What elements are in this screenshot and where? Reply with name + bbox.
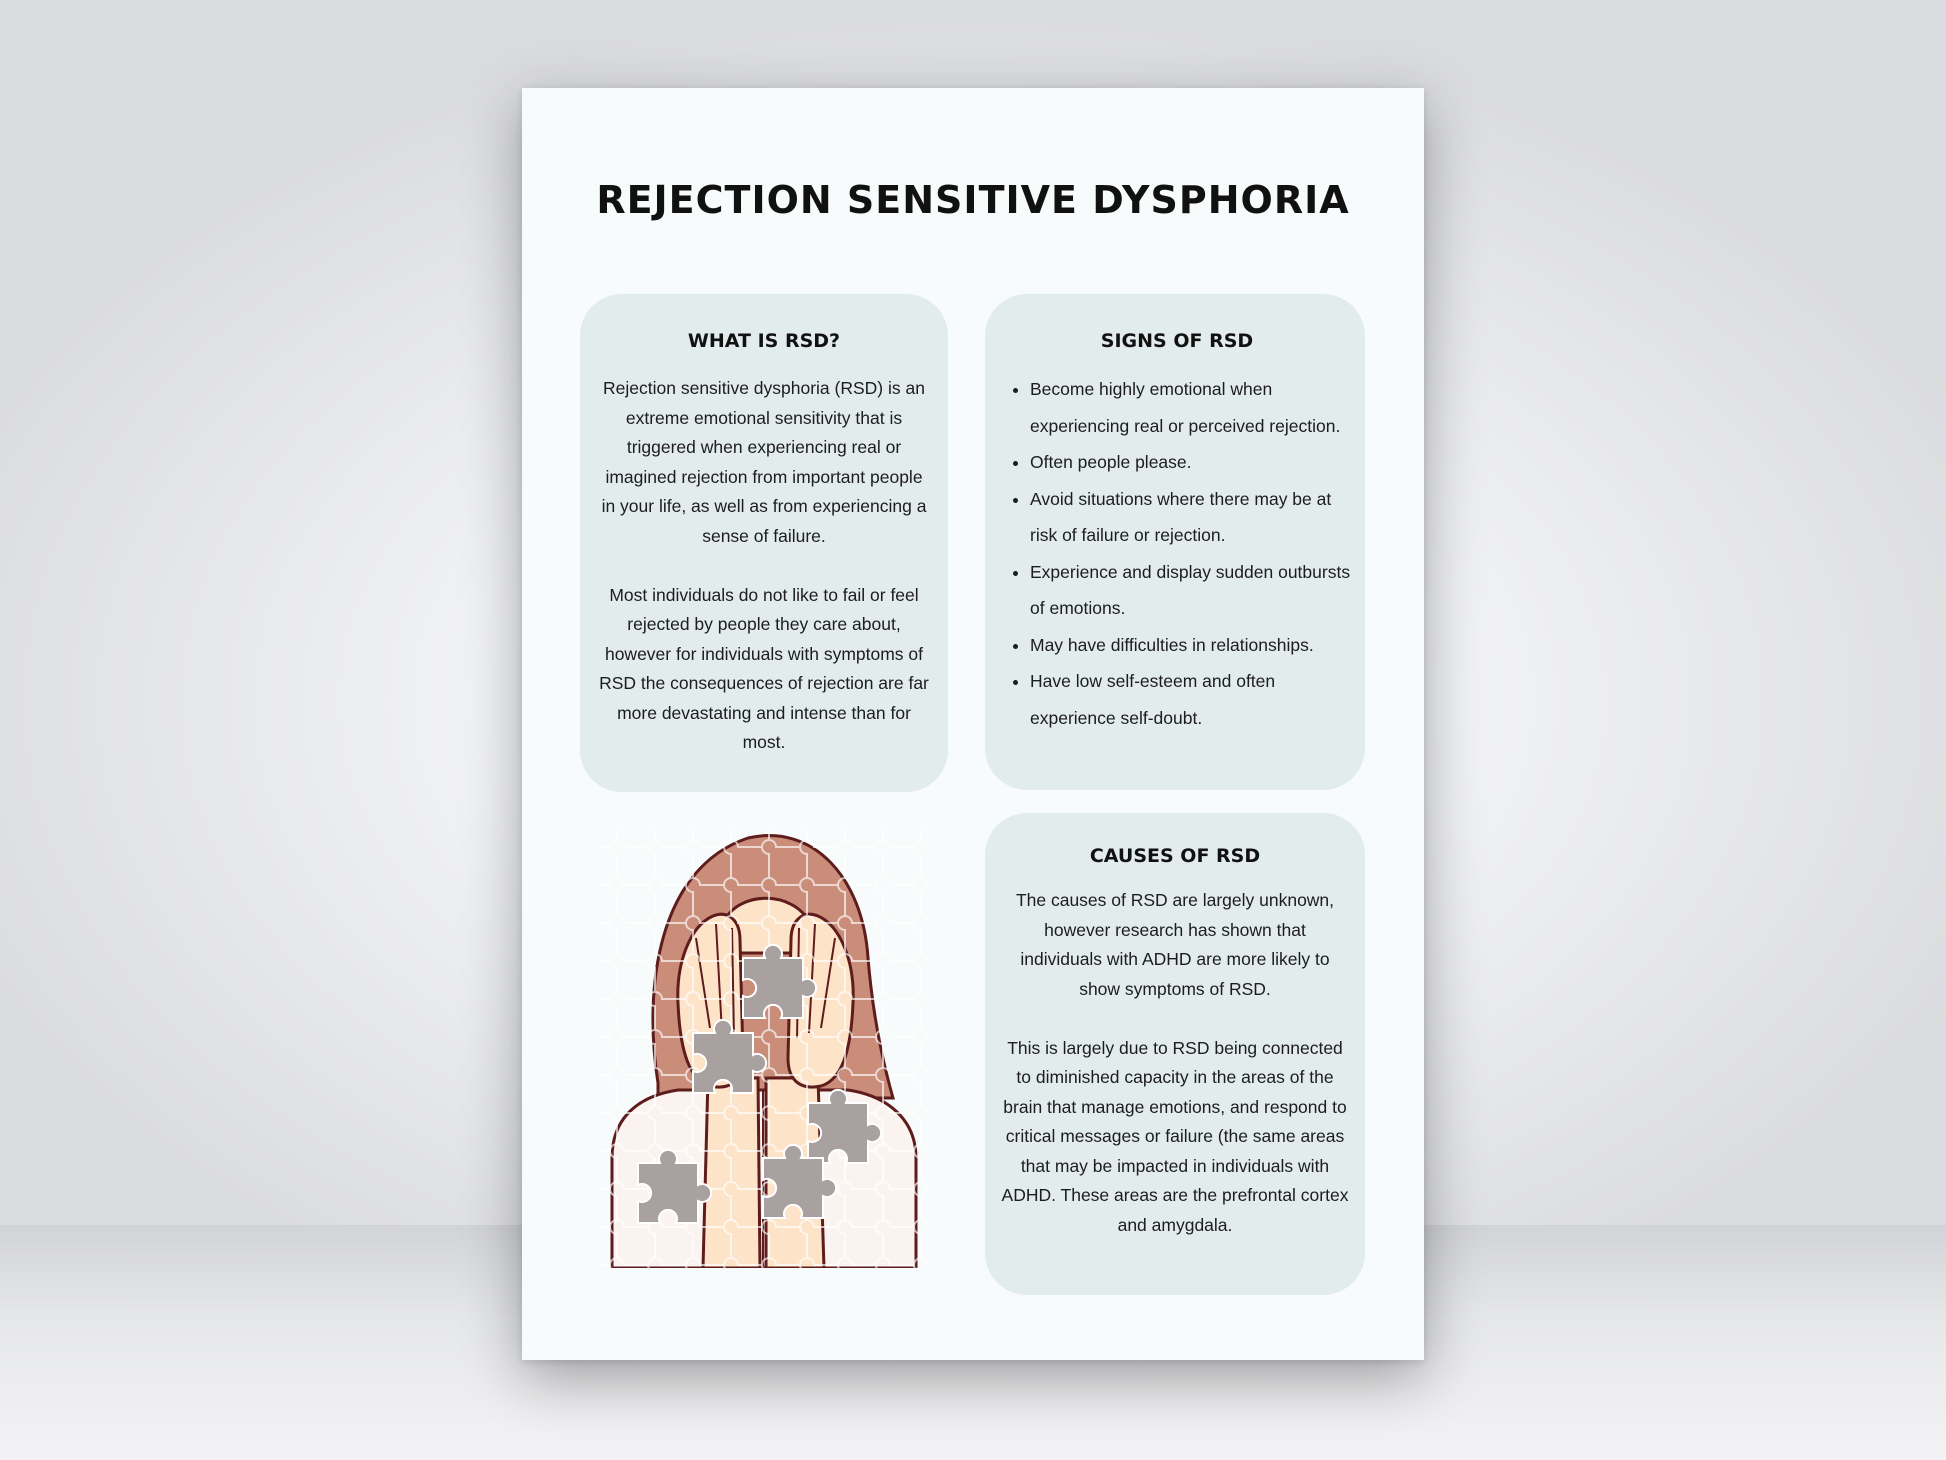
signs-of-rsd-heading: SIGNS OF RSD [1100,330,1254,352]
what-is-rsd-paragraph: Rejection sensitive dysphoria (RSD) is an extreme emotional sensitivity that is triggered when experiencing real or imagined rejection from important people in your life, as well as from experiencing a sense of failure. [601,378,927,546]
document-page [522,88,1424,1360]
list-item: • Become highly emotional when experiencing real or perceived rejection. [1030,371,1351,444]
list-item: • Experience and display sudden outbursts of emotions. [1030,554,1351,627]
causes-of-rsd-heading: CAUSES OF RSD [1089,845,1261,867]
list-item: • May have difficulties in relationships. [1030,627,1351,664]
signs-list [1003,371,1351,736]
what-is-rsd-heading: WHAT IS RSD? [687,330,841,352]
what-is-rsd-card [580,294,948,792]
signs-of-rsd-card [985,294,1365,790]
what-is-rsd-paragraph: Most individuals do not like to fail or feel rejected by people they care about, however for individuals with symptoms of RSD the consequences of rejection are far more devastating and intense than for most. [599,584,929,752]
list-item: • Have low self-esteem and often experience self-doubt. [1030,663,1351,736]
page-title: REJECTION SENSITIVE DYSPHORIA [596,178,1350,222]
causes-of-rsd-paragraph: This is largely due to RSD being connected to diminished capacity in the areas of the brain that manage emotions, and respond to critical messages or failure (the same areas that may be impacted in individuals with ADHD. These areas are the prefrontal cortex and amygdala. [1001,1037,1349,1235]
list-item: • Often people please. [1030,444,1351,481]
causes-of-rsd-card [985,813,1365,1295]
woman-covering-face-puzzle-icon [598,828,928,1268]
list-item: • Avoid situations where there may be at risk of failure or rejection. [1030,481,1351,554]
causes-of-rsd-paragraph: The causes of RSD are largely unknown, however research has shown that individuals with ADHD are more likely to show symptoms of RSD. [1015,890,1335,999]
